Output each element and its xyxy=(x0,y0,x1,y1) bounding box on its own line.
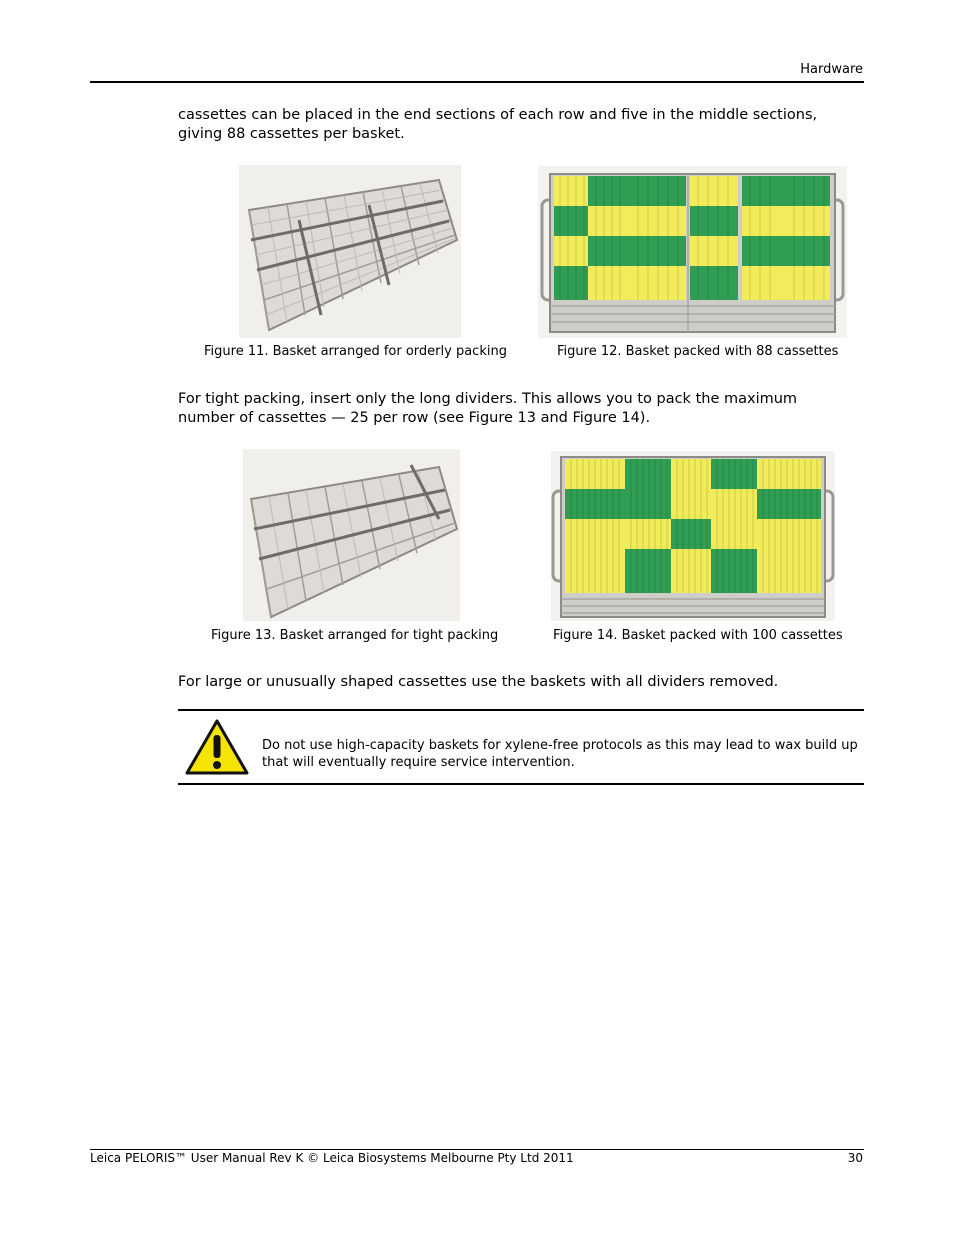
warning-bottom-rule xyxy=(178,783,864,785)
large-cassettes-paragraph: For large or unusually shaped cassettes use the baskets with all dividers removed. xyxy=(178,674,779,690)
figure-11-image xyxy=(239,165,461,338)
figure-13-caption: Figure 13. Basket arranged for tight packing xyxy=(211,628,499,643)
footer-rule xyxy=(90,1149,864,1150)
figure-12-caption: Figure 12. Basket packed with 88 cassettes xyxy=(557,344,839,359)
header-rule xyxy=(90,81,864,83)
page-number: 30 xyxy=(847,1151,863,1165)
tight-packing-paragraph: For tight packing, insert only the long dividers. This allows you to pack the maximum number of cassettes — 25 per row (see Figure 13 and Figure 14). xyxy=(178,391,798,426)
warning-text: Do not use high-capacity baskets for xylene-free protocols as this may lead to wax build up that will eventually require service intervention. xyxy=(262,738,858,770)
figure-14-caption: Figure 14. Basket packed with 100 cassettes xyxy=(553,628,843,643)
header-section-title: Hardware xyxy=(800,62,863,77)
figure-13-image xyxy=(243,449,460,621)
figure-14-image xyxy=(551,451,835,621)
intro-paragraph: cassettes can be placed in the end sections of each row and five in the middle sections, giving 88 cassettes per basket. xyxy=(178,107,818,142)
figure-11-caption: Figure 11. Basket arranged for orderly packing xyxy=(204,344,507,359)
footer-copyright: Leica PELORIS™ User Manual Rev K © Leica Biosystems Melbourne Pty Ltd 2011 xyxy=(90,1151,574,1165)
warning-top-rule xyxy=(178,709,864,711)
warning-icon xyxy=(184,718,250,776)
figure-12-image xyxy=(538,166,847,338)
